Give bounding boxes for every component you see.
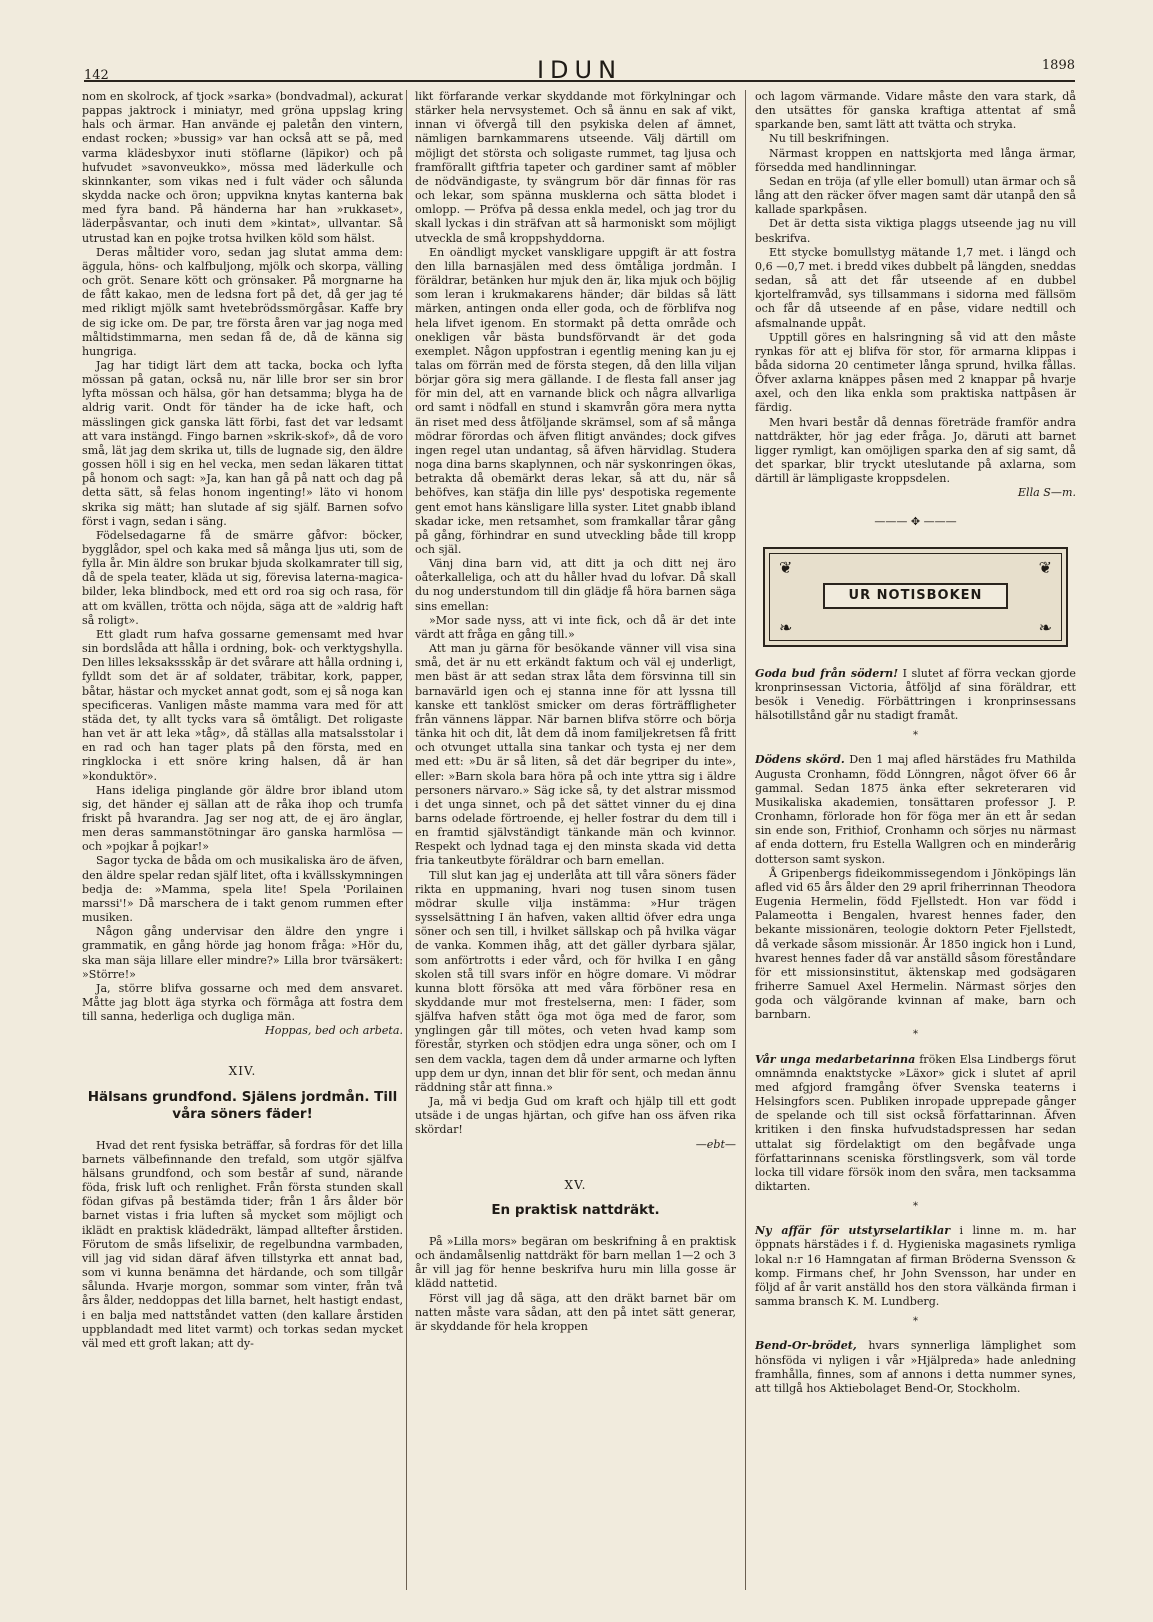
article-signature: —ebt— bbox=[695, 1137, 736, 1151]
leaf-ornament-icon: ❧ bbox=[1038, 617, 1052, 637]
leaf-ornament-icon: ❦ bbox=[779, 557, 793, 577]
paragraph: Att man ju gärna för besökande vänner vill visa sina små, det är nu ett erkändt faktum och väl ej underligt, men bäst är att sedan strax låta dem försvinna till sin barnavärld igen och ej stanna inne för att lyssna till kanske ett tanklöst smicker om deras förträffligheter från vännens läppar. När barnen blifva större och börja tänka hit och dit, låt dem då inom familjekretsen få fritt och otvunget uttalla sina tankar och tysta ej ner dem med ett: »Du är så liten, så det där begriper du inte», eller: »Barn skola bara höra på och inte yttra sig i äldre personers närvaro.» Säg icke så, ty det alstrar missmod i det unga sinnet, och på det sättet vinner du ej dina barns odelade förtroende, ej heller fostrar du dem till i en framtid självständigt tänkande män och kvinnor. Respekt och lydnad taga ej den minsta skada vid detta fria tankeutbyte föräldrar och barn emellan. bbox=[415, 642, 736, 868]
ornament-separator: ——— ✥ ——— bbox=[874, 514, 957, 528]
note-text: fröken Elsa Lindbergs förut omnämnda enaktstycke »Läxor» gick i slutet af april med afgjord framgång öfver Svenska teaterns i Helsingfors scen. Publiken inropade upprepade gånger de spelande och till sist också författarinnan. Äfven kritiken i den finska hufvudstadspressen har sedan uttalat sig fördelaktigt om den begåfvade unga författarinnans sceniska förstlingsverk, som väl torde locka till vidare försök inom den svåra, men tacksamma diktarten. bbox=[755, 1052, 1076, 1193]
column-1 bbox=[82, 90, 403, 1590]
article-heading: Hälsans grundfond. Själens jordmån. Till våra söners fäder! bbox=[87, 1088, 398, 1122]
header-rule bbox=[84, 80, 1075, 82]
paragraph: Ett gladt rum hafva gossarne gemensamt med hvar sin bordslåda att hålla i ordning, bok- och verktygshylla. Den lilles leksakssskåp är det svårare att hålla ordning i, fylldt som det är af soldater, träbitar, kork, papper, båtar, hästar och mycket annat godt, som ej så noga kan specificeras. Vanligen måste mamma vara med för att städa det, ty allt tycks vara så ömtåligt. Det roligaste han vet är att leka »tåg», då ställas alla matsalsstolar i en rad och han tager plats på den första, med en ringklocka i ett snöre kring halsen, då är han »konduktör». bbox=[82, 627, 403, 783]
banner-title: UR NOTISBOKEN bbox=[823, 583, 1008, 609]
page-header bbox=[84, 52, 1075, 82]
paragraph: Upptill göres en halsringning så vid att den måste rynkas för att ej blifva för stor, för armarna klippas i båda sidorna 20 centimeter långa sprund, hvilka fållas. Öfver axlarna knäppes påsen med 2 knappar på hvarje axel, och den lika enkla som praktiska nattpåsen är färdig. bbox=[755, 330, 1076, 415]
paragraph: likt förfarande verkar skyddande mot förkylningar och stärker hela nervsystemet. Och så ännu en sak af vikt, innan vi öfvergå till den psykiska delen af ämnet, nämligen barnkammarens utseende. Välj därtill om möjligt det största och soligaste rummet, tag ljusa och framförallt giftfria tapeter och gardiner samt af möbler de nödvändigaste, ty svängrum bör där finnas för ras och lekar, som spänna musklerna och sätta blodet i omlopp. — Pröfva på dessa enkla medel, och jag tror du skall lyckas i din sträfvan att så harmoniskt som möjligt utveckla de små kroppshyddorna. bbox=[415, 90, 736, 245]
news-note bbox=[755, 1224, 1076, 1309]
paragraph: Sedan en tröja (af ylle eller bomull) utan ärmar och så lång att den räcker öfver magen samt där utanpå den så kallade sparkpåsen. bbox=[755, 174, 1076, 217]
note-text: Den 1 maj afled härstädes fru Mathilda Augusta Cronhamn, född Lönngren, något öfver 66 år gammal. Sedan 1875 änka efter sekreteraren vid Musikaliska akademien, tonsättaren professor J. P. Cronhamn, förlorade hon för föga mer än ett år sedan sin ende son, Frithiof, Cronhamn och sörjes nu närmast af enda dottern, fru Estella Wallgren och en minderårig dotterson samt syskon. bbox=[755, 753, 1076, 866]
section-numeral: XIV. bbox=[228, 1064, 257, 1079]
notes-banner bbox=[763, 547, 1068, 647]
paragraph: och lagom värmande. Vidare måste den vara stark, då den utsättes för ganska kraftiga attentat af små sparkande ben, samt lätt att tvätta och stryka. bbox=[755, 90, 1076, 132]
paragraph: Det är detta sista viktiga plaggs utseende jag nu vill beskrifva. bbox=[755, 217, 1076, 245]
article-heading: En praktisk nattdräkt. bbox=[491, 1201, 660, 1218]
note-separator: * bbox=[913, 730, 918, 742]
article-signature: Ella S—m. bbox=[1017, 486, 1076, 500]
note-separator: * bbox=[913, 1029, 918, 1041]
paragraph: Vänj dina barn vid, att ditt ja och ditt nej äro oåterkalleliga, och att du håller hvad du lofvar. Då skall du nog understundom till din glädje få höra barnen säga sins emellan: bbox=[415, 557, 736, 613]
note-text: hvars synnerliga lämplighet som hönsföda vi nyligen i vår »Hjälpreda» hade anledning framhålla, finnes, som af annons i detta nummer synes, att tillgå hos Aktiebolaget Bend-Or, Stockholm. bbox=[755, 1339, 1076, 1395]
paragraph: En oändligt mycket vanskligare uppgift är att fostra den lilla barnasjälen med dess ömtåliga jordmån. I föräldrar, betänken hur mjuk den är, lika mjuk och böjlig som leran i krukmakarens händer; där bildas så lätt märken, antingen onda eller goda, och de förblifva nog hela lifvet igenom. En stormakt på detta område och onekligen vår bästa bundsförvandt är det goda exemplet. Någon uppfostran i egentlig mening kan ju ej talas om förrän med de första stegen, då den lilla viljan börjar göra sig mera gällande. I de flesta fall anser jag för min del, att en varnande blick och några allvarliga ord samt i nödfall en stund i skamvrån göra mera nytta än riset med dess åtföljande skrämsel, som af så många mödrar förordas och äfven flitigt användes; dock gifves ingen regel utan undantag, så äfven härvidlag. Studera noga dina barns skaplynnen, och när syskonringen ökas, betrakta då obemärkt deras lekar, så att du, när så behöfves, kan stäfja din lille pys' despotiska regemente gent emot hans känsligare lilla syster. Litet gnabb ibland skadar icke, men retsamhet, som framkallar tårar gång på gång, förhindrar en sund utveckling både till kropp och själ. bbox=[415, 245, 736, 556]
note-text: i linne m. m. har öppnats härstädes i f. d. Hygieniska magasinets rymliga lokal n:r 16 Hamngatan af firman Bröderna Svensson & komp. Firmans chef, hr John Svensson, har under en följd af år varit anställd hos den stora välkända firman i samma bransch K. M. Lundberg. bbox=[755, 1224, 1076, 1309]
note-separator: * bbox=[913, 1201, 918, 1213]
paragraph: Födelsedagarne få de smärre gåfvor: böcker, bygglådor, spel och kaka med så många ljus uti, som de fylla år. Min äldre son brukar bjuda skolkamrater till sig, då de spela teater, kläda ut sig, förevisa laterna-magica-bilder, leka blindbock, med ett ord roa sig och rasa, för att om kvällen, trötta och nöjda, säga att de »aldrig haft så roligt». bbox=[82, 528, 403, 627]
paragraph: Men hvari består då dennas företräde framför andra nattdräkter, hör jag eder fråga. Jo, däruti att barnet ligger rymligt, kan omöjligen sparka den af sig samt, då det sparkar, blir tryckt uteslutande på axlarna, som därtill är lämpligaste kroppsdelen. bbox=[755, 415, 1076, 486]
paragraph: Till slut kan jag ej underlåta att till våra söners fäder rikta en uppmaning, hvari nog tusen sinom tusen mödrar skulle vilja instämma: »Hur trägen sysselsättning I än hafven, vaken alltid öfver edra unga söner och sen till, i hvilket sällskap och på hvilka vägar de vanka. Kommen ihåg, att det gäller dyrbara själar, som anförtrotts i eder vård, och för hvilka I en gång skolen stå till svars inför en högre domare. Vi mödrar kunna blott försöka att med våra förböner resa en skyddande mur mot frestelserna, men: I fäder, som själfva hafven stått öga mot öga med de faror, som ynglingen går till mötes, och veten hvad kamp som förestår, styrken och stödjen edra unga söner, och om I sen dem vackla, tagen dem då under armarne och lyften upp dem ur dyn, innan det blir för sent, och medan ännu räddning står att finna.» bbox=[415, 868, 736, 1094]
paragraph: Nu till beskrifningen. bbox=[769, 132, 890, 146]
note-text: I slutet af förra veckan gjorde kronprinsessan Victoria, åtföljd af sina föräldrar, ett besök i Venedig. Förbättringen i kronprinsessans hälsotillstånd går nu stadigt framåt. bbox=[755, 666, 1076, 723]
news-note bbox=[755, 667, 1076, 724]
article-signature: Hoppas, bed och arbeta. bbox=[265, 1024, 403, 1038]
note-lead: Dödens skörd. bbox=[755, 753, 845, 767]
issue-year: 1898 bbox=[1041, 58, 1075, 73]
paragraph: Hans ideliga pinglande gör äldre bror ibland utom sig, det händer ej sällan att de råka ihop och trumfa friskt på hvarandra. Jag ser nog att, de ej äro änglar, men deras sammanstötningar äro ganska harmlösa — och »pojkar å pojkar!» bbox=[82, 783, 403, 854]
column-3 bbox=[755, 90, 1076, 1590]
paragraph: Deras måltider voro, sedan jag slutat amma dem: äggula, höns- och kalfbuljong, mjölk och skorpa, välling och gröt. Senare kött och grönsaker. På morgnarne ha de fått kakao, men de ledsna fort på det, då ger jag té med rikligt mjölk samt hvetebrödssmörgåsar. Kaffe bry de sig icke om. De par, tre första åren var jag noga med måltidstimmarna, men sedan få de, då de känna sig hungriga. bbox=[82, 245, 403, 358]
paragraph: Ett stycke bomullstyg mätande 1,7 met. i längd och 0,6 —0,7 met. i bredd vikes dubbelt på längden, sneddas sedan, så att det får utseende af en dubbel kjortelframvåd, sys tillsammans i sidorna med fällsöm och får då utseende af en påse, vidare nedtill och afsmalnande uppåt. bbox=[755, 245, 1076, 330]
news-note bbox=[755, 753, 1076, 866]
column-divider bbox=[745, 90, 746, 1590]
leaf-ornament-icon: ❦ bbox=[1038, 557, 1052, 577]
news-note bbox=[755, 867, 1076, 1023]
page-number: 142 bbox=[84, 68, 109, 83]
note-lead: Vår unga medarbetarinna bbox=[755, 1052, 916, 1066]
note-text: Å Gripenbergs fideikommissegendom i Jönköpings län afled vid 65 års ålder den 29 april friherrinnan Theodora Eugenia Hermelin, född Fjellstedt. Hon var född i Palameotta i Bengalen, hvarest hennes fader, den bekante missionären, teologie doktorn Peter Fjellstedt, då verkade såsom missionär. År 1850 ingick hon i Lund, hvarest hennes fader då var anställd såsom föreståndare för ett missionsinstitut, äktenskap med godsägaren friherre Samuel Axel Hermelin. Närmast sörjes den goda och välgörande kvinnan af make, barn och barnbarn. bbox=[755, 866, 1076, 1022]
note-separator: * bbox=[913, 1316, 918, 1328]
note-lead: Bend-Or-brödet, bbox=[755, 1339, 857, 1353]
paragraph: »Mor sade nyss, att vi inte fick, och då är det inte värdt att fråga en gång till.» bbox=[415, 613, 736, 641]
paragraph: Jag har tidigt lärt dem att tacka, bocka och lyfta mössan på gatan, också nu, när lille bror ser sin bror lyfta mössan och hälsa, gör han detsamma; blyga ha de aldrig varit. Ondt för tänder ha de icke haft, och mässlingen gick ganska lätt förbi, fast det var ledsamt att vara instängd. Fingo barnen »skrik-skof», då de voro små, lät jag dem skrika ut, tills de lugnade sig, den äldre gossen höll i sig en hel vecka, men sedan läkaren tittat på honom och sagt: »Ja, kan han gå på natt och dag på detta sätt, så felas honom ingenting!» läto vi honom skrika sig mätt; han slutade af sig själf. Barnen sofvo först i vagn, sedan i säng. bbox=[82, 358, 403, 528]
masthead-title: IDUN bbox=[536, 56, 623, 84]
news-note bbox=[755, 1339, 1076, 1396]
column-divider bbox=[406, 90, 407, 1590]
paragraph: Ja, större blifva gossarne och med dem ansvaret. Måtte jag blott äga styrka och förmåga att fostra dem till sanna, hederliga och dugliga män. bbox=[82, 981, 403, 1024]
paragraph: På »Lilla mors» begäran om beskrifning å en praktisk och ändamålsenlig nattdräkt för barn mellan 1—2 och 3 år vill jag för henne beskrifva huru min lilla gosse är klädd nattetid. bbox=[415, 1234, 736, 1291]
note-lead: Ny affär för utstyrselartiklar bbox=[755, 1224, 951, 1238]
leaf-ornament-icon: ❧ bbox=[779, 617, 793, 637]
column-2 bbox=[415, 90, 736, 1590]
paragraph: nom en skolrock, af tjock »sarka» (bondvadmal), ackurat pappas jaktrock i miniatyr, med gröna uppslag kring hals och ärmar. Han använde ej paletån den vintern, endast rocken; »bussig» var han också att se på, med varma klädesbyxor inuti stöflarne (läpikor) och på hufvudet »savonveukko», mössa med läderkulle och skinnkanter, som vikas ned i fult väder och sålunda skydda nacke och öron; uppvikna knytas kanterna bak med fyra band. På händerna har han »rukkaset», läderpåsvantar, och inuti dem »kintat», ullvantar. Så utrustad kan en pojke trotsa hvilken köld som hälst. bbox=[82, 90, 403, 245]
paragraph: Sagor tycka de båda om och musikaliska äro de äfven, den äldre spelar redan själf litet, ofta i kvällsskymningen bedja de: »Mamma, spela lite! Spela 'Porilainen marssi'!» Då marschera de i takt genom rummen efter musiken. bbox=[82, 854, 403, 925]
note-lead: Goda bud från södern! bbox=[755, 666, 899, 680]
paragraph: Närmast kroppen en nattskjorta med långa ärmar, försedda med handlinningar. bbox=[755, 146, 1076, 174]
section-numeral: XV. bbox=[564, 1177, 587, 1192]
paragraph: Ja, må vi bedja Gud om kraft och hjälp till ett godt utsäde i de ungas hjärtan, och gifve han oss äfven rika skördar! bbox=[415, 1095, 736, 1137]
paragraph: Först vill jag då säga, att den dräkt barnet bär om natten måste vara sådan, att den på intet sätt generar, är skyddande för hela kroppen bbox=[415, 1291, 736, 1333]
news-note bbox=[755, 1053, 1076, 1195]
paragraph: Någon gång undervisar den äldre den yngre i grammatik, en gång hörde jag honom fråga: »Hör du, ska man säja lillare eller mindre?» Lilla bror tvärsäkert: »Större!» bbox=[82, 925, 403, 981]
paragraph: Hvad det rent fysiska beträffar, så fordras för det lilla barnets välbefinnande den trefald, som utgör själfva hälsans grundfond, och som består af sund, närande föda, frisk luft och renlighet. Från första stunden skall födan gifvas på bestämda tider; från 1 års ålder bör barnet vistas i fria luften så mycket som möjligt och iklädt en praktisk klädedräkt, lämpad alltefter årstiden. Förutom de smås lifselixir, de regelbundna varmbaden, vill jag vid sidan däraf äfven tillstyrka ett annat bad, som vi kunna benämna det härdande, och som tillgår sålunda. Hvarje morgon, sommar som vinter, från två års ålder, neddoppas det lilla barnet, helt hastigt endast, i en balja med nattståndet vatten (den kallare årstiden uppblandadt med litet varmt) och torkas sedan mycket väl med ett groft lakan; att dy- bbox=[82, 1138, 403, 1350]
